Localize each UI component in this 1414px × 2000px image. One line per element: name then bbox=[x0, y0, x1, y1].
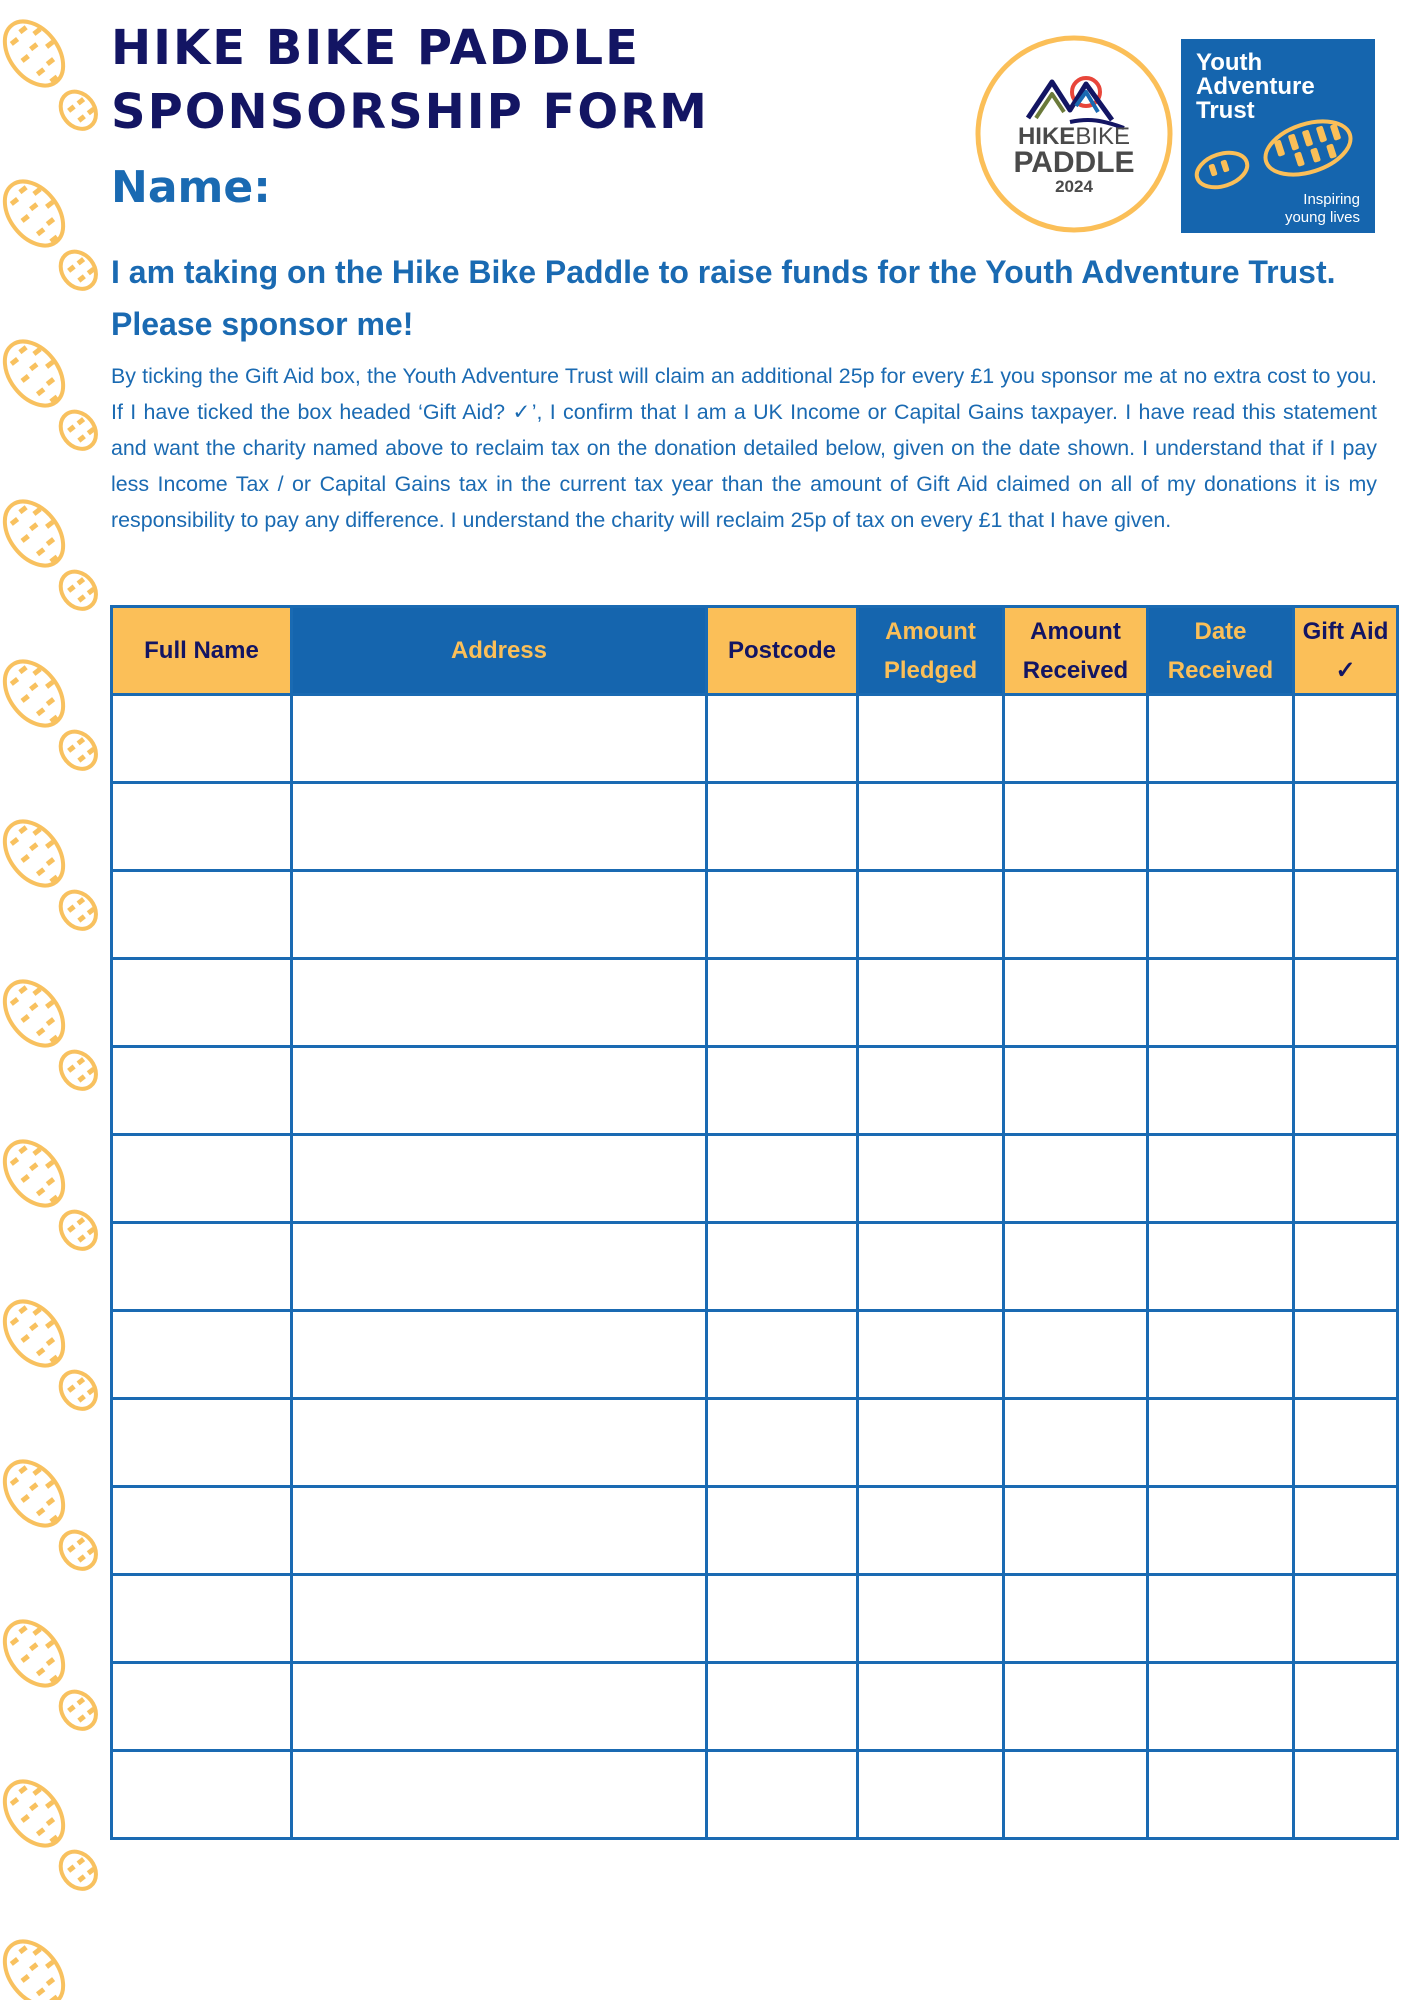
table-row bbox=[112, 1487, 1398, 1575]
table-row bbox=[112, 1399, 1398, 1487]
amount-pledged-cell[interactable] bbox=[858, 695, 1004, 783]
date-received-cell[interactable] bbox=[1148, 1487, 1294, 1575]
charity-logo-adventure: Adventure bbox=[1196, 73, 1315, 100]
amount-received-cell[interactable] bbox=[1004, 1311, 1148, 1399]
address-cell[interactable] bbox=[292, 1223, 707, 1311]
footprint-border bbox=[0, 0, 100, 2000]
gift-aid-cell[interactable] bbox=[1294, 1751, 1398, 1839]
address-cell[interactable] bbox=[292, 1663, 707, 1751]
gift-aid-cell[interactable] bbox=[1294, 1399, 1398, 1487]
date-received-cell[interactable] bbox=[1148, 695, 1294, 783]
address-cell[interactable] bbox=[292, 1311, 707, 1399]
amount-pledged-cell[interactable] bbox=[858, 1487, 1004, 1575]
gift-aid-cell[interactable] bbox=[1294, 695, 1398, 783]
amount-received-cell[interactable] bbox=[1004, 959, 1148, 1047]
col-header-postcode: Postcode bbox=[707, 607, 858, 695]
table-row bbox=[112, 1135, 1398, 1223]
postcode-cell[interactable] bbox=[707, 1751, 858, 1839]
amount-received-cell[interactable] bbox=[1004, 1399, 1148, 1487]
gift-aid-cell[interactable] bbox=[1294, 871, 1398, 959]
address-cell[interactable] bbox=[292, 1751, 707, 1839]
full-name-cell[interactable] bbox=[112, 1575, 292, 1663]
date-received-cell[interactable] bbox=[1148, 1135, 1294, 1223]
col-header-full-name: Full Name bbox=[112, 607, 292, 695]
amount-pledged-cell[interactable] bbox=[858, 1751, 1004, 1839]
col-header-amount-pledged: Amount Pledged bbox=[858, 607, 1004, 695]
date-received-cell[interactable] bbox=[1148, 959, 1294, 1047]
table-row bbox=[112, 783, 1398, 871]
amount-pledged-cell[interactable] bbox=[858, 871, 1004, 959]
table-row bbox=[112, 1751, 1398, 1839]
table-row bbox=[112, 871, 1398, 959]
full-name-cell[interactable] bbox=[112, 959, 292, 1047]
full-name-cell[interactable] bbox=[112, 783, 292, 871]
charity-logo-youth: Youth bbox=[1196, 49, 1263, 76]
charity-tagline-line1: Inspiring bbox=[1303, 191, 1360, 208]
amount-received-cell[interactable] bbox=[1004, 1135, 1148, 1223]
boot-print-icon bbox=[0, 1754, 100, 1914]
full-name-cell[interactable] bbox=[112, 1047, 292, 1135]
date-received-cell[interactable] bbox=[1148, 871, 1294, 959]
charity-logo-trust: Trust bbox=[1196, 97, 1255, 124]
title-line-2: SPONSORSHIP FORM bbox=[111, 84, 709, 140]
postcode-cell[interactable] bbox=[707, 1047, 858, 1135]
amount-received-cell[interactable] bbox=[1004, 1663, 1148, 1751]
sponsorship-table bbox=[110, 605, 1399, 1840]
postcode-cell[interactable] bbox=[707, 1311, 858, 1399]
gift-aid-statement: By ticking the Gift Aid box, the Youth Adventure Trust will claim an additional 25p for every £1 you sponsor me at no extra cost to you. If I have ticked the box headed ‘Gift Aid? ✓’, I confirm that I am a UK Income or Capital Gains taxpayer. I have read this statement and want the charity named above to reclaim tax on the donation detailed below, given on the date shown. I understand that if I pay less Income Tax / or Capital Gains tax in the current tax year than the amount of Gift Aid claimed on all of my donations it is my responsibility to pay any difference. I understand the charity will reclaim 25p of tax on every £1 that I have given. bbox=[111, 364, 1377, 532]
name-label: Name: bbox=[111, 162, 271, 213]
postcode-cell[interactable] bbox=[707, 1487, 858, 1575]
amount-received-cell[interactable] bbox=[1004, 1751, 1148, 1839]
address-cell[interactable] bbox=[292, 695, 707, 783]
full-name-cell[interactable] bbox=[112, 1311, 292, 1399]
gift-aid-cell[interactable] bbox=[1294, 1311, 1398, 1399]
amount-pledged-cell[interactable] bbox=[858, 1663, 1004, 1751]
col-header-amount-received: Amount Received bbox=[1004, 607, 1148, 695]
address-cell[interactable] bbox=[292, 1399, 707, 1487]
address-cell[interactable] bbox=[292, 783, 707, 871]
table-row bbox=[112, 1223, 1398, 1311]
amount-received-cell[interactable] bbox=[1004, 1575, 1148, 1663]
postcode-cell[interactable] bbox=[707, 1135, 858, 1223]
boot-print-icon bbox=[0, 794, 100, 954]
amount-pledged-cell[interactable] bbox=[858, 959, 1004, 1047]
table-row bbox=[112, 1311, 1398, 1399]
col-header-gift-aid: Gift Aid ✓ bbox=[1294, 607, 1398, 695]
amount-received-cell[interactable] bbox=[1004, 783, 1148, 871]
boot-print-icon bbox=[0, 1114, 100, 1274]
amount-pledged-cell[interactable] bbox=[858, 1311, 1004, 1399]
gift-aid-cell[interactable] bbox=[1294, 1575, 1398, 1663]
amount-pledged-cell[interactable] bbox=[858, 1135, 1004, 1223]
postcode-cell[interactable] bbox=[707, 783, 858, 871]
event-logo-hike: HIKE bbox=[1017, 123, 1076, 150]
date-received-cell[interactable] bbox=[1148, 1751, 1294, 1839]
event-logo-year: 2024 bbox=[1055, 177, 1093, 196]
postcode-cell[interactable] bbox=[707, 1663, 858, 1751]
boot-print-icon bbox=[0, 1594, 100, 1754]
postcode-cell[interactable] bbox=[707, 959, 858, 1047]
address-cell[interactable] bbox=[292, 871, 707, 959]
date-received-cell[interactable] bbox=[1148, 1047, 1294, 1135]
postcode-cell[interactable] bbox=[707, 1399, 858, 1487]
title-line-1: HIKE BIKE PADDLE bbox=[111, 20, 640, 76]
boot-print-icon bbox=[0, 634, 100, 794]
charity-tagline-line2: young lives bbox=[1284, 209, 1360, 226]
address-cell[interactable] bbox=[292, 1135, 707, 1223]
postcode-cell[interactable] bbox=[707, 871, 858, 959]
amount-received-cell[interactable] bbox=[1004, 695, 1148, 783]
amount-pledged-cell[interactable] bbox=[858, 1575, 1004, 1663]
boot-print-icon bbox=[0, 1914, 100, 2000]
full-name-cell[interactable] bbox=[112, 1751, 292, 1839]
boot-print-icon bbox=[0, 154, 100, 314]
date-received-cell[interactable] bbox=[1148, 783, 1294, 871]
date-received-cell[interactable] bbox=[1148, 1223, 1294, 1311]
date-received-cell[interactable] bbox=[1148, 1575, 1294, 1663]
boot-print-icon bbox=[0, 474, 100, 634]
boot-print-icon bbox=[0, 0, 100, 154]
address-cell[interactable] bbox=[292, 959, 707, 1047]
date-received-cell[interactable] bbox=[1148, 1311, 1294, 1399]
gift-aid-cell[interactable] bbox=[1294, 1135, 1398, 1223]
event-logo-bike: BIKE bbox=[1075, 123, 1131, 150]
event-logo-paddle: PADDLE bbox=[1013, 146, 1135, 179]
postcode-cell[interactable] bbox=[707, 695, 858, 783]
full-name-cell[interactable] bbox=[112, 695, 292, 783]
address-cell[interactable] bbox=[292, 1047, 707, 1135]
youth-adventure-trust-logo bbox=[1178, 36, 1378, 236]
full-name-cell[interactable] bbox=[112, 1487, 292, 1575]
full-name-cell[interactable] bbox=[112, 871, 292, 959]
amount-received-cell[interactable] bbox=[1004, 1047, 1148, 1135]
full-name-cell[interactable] bbox=[112, 1399, 292, 1487]
gift-aid-cell[interactable] bbox=[1294, 783, 1398, 871]
amount-pledged-cell[interactable] bbox=[858, 1399, 1004, 1487]
boot-print-icon bbox=[0, 954, 100, 1114]
table-row bbox=[112, 1047, 1398, 1135]
full-name-cell[interactable] bbox=[112, 1135, 292, 1223]
postcode-cell[interactable] bbox=[707, 1223, 858, 1311]
table-row bbox=[112, 1663, 1398, 1751]
boot-print-icon bbox=[0, 1274, 100, 1434]
amount-pledged-cell[interactable] bbox=[858, 1223, 1004, 1311]
amount-pledged-cell[interactable] bbox=[858, 1047, 1004, 1135]
amount-received-cell[interactable] bbox=[1004, 871, 1148, 959]
amount-pledged-cell[interactable] bbox=[858, 783, 1004, 871]
hike-bike-paddle-logo bbox=[974, 34, 1174, 234]
boot-print-icon bbox=[0, 314, 100, 474]
gift-aid-cell[interactable] bbox=[1294, 1663, 1398, 1751]
gift-aid-cell[interactable] bbox=[1294, 959, 1398, 1047]
table-row bbox=[112, 959, 1398, 1047]
gift-aid-cell[interactable] bbox=[1294, 1487, 1398, 1575]
address-cell[interactable] bbox=[292, 1575, 707, 1663]
full-name-cell[interactable] bbox=[112, 1663, 292, 1751]
boot-print-icon bbox=[0, 1434, 100, 1594]
full-name-cell[interactable] bbox=[112, 1223, 292, 1311]
page-title bbox=[111, 16, 709, 144]
table-header-row bbox=[112, 607, 1398, 695]
col-header-address: Address bbox=[292, 607, 707, 695]
date-received-cell[interactable] bbox=[1148, 1399, 1294, 1487]
amount-received-cell[interactable] bbox=[1004, 1223, 1148, 1311]
amount-received-cell[interactable] bbox=[1004, 1487, 1148, 1575]
gift-aid-cell[interactable] bbox=[1294, 1223, 1398, 1311]
table-row bbox=[112, 1575, 1398, 1663]
gift-aid-cell[interactable] bbox=[1294, 1047, 1398, 1135]
postcode-cell[interactable] bbox=[707, 1575, 858, 1663]
table-row bbox=[112, 695, 1398, 783]
date-received-cell[interactable] bbox=[1148, 1663, 1294, 1751]
address-cell[interactable] bbox=[292, 1487, 707, 1575]
lead-text: I am taking on the Hike Bike Paddle to raise funds for the Youth Adventure Trust. Please sponsor me! bbox=[111, 254, 1336, 342]
col-header-date-received: Date Received bbox=[1148, 607, 1294, 695]
